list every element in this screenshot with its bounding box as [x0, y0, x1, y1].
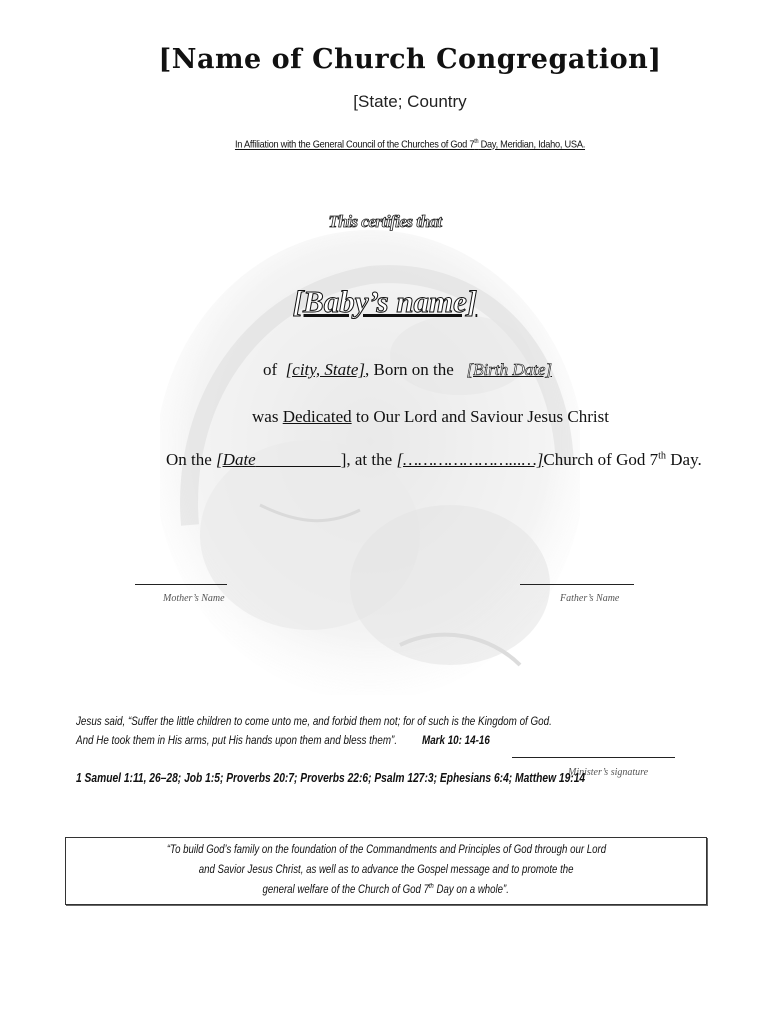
church-sup: th	[658, 450, 667, 462]
at-the-label: , at the	[346, 450, 393, 469]
minister-signature-label: Minister’s signature	[568, 767, 649, 778]
father-name-label: Father’s Name	[560, 593, 620, 604]
minister-signature-line	[512, 757, 675, 758]
father-signature-line	[520, 584, 634, 585]
dedicated-word: Dedicated	[282, 407, 352, 426]
scripture-line-2: And He took them in His arms, put His hands upon them and bless them”.	[76, 733, 398, 747]
mission-line-3: general welfare of the Church of God 7th Day on a whole”.	[262, 883, 510, 896]
mission-line-2: and Savior Jesus Christ, as well as to advance the Gospel message and to promote the	[198, 864, 574, 876]
dedication-suffix: to Our Lord and Saviour Jesus Christ	[351, 407, 609, 426]
affiliation-text: In Affiliation with the General Council of the Churches of God 7	[234, 138, 475, 151]
dedication-prefix: was	[252, 407, 283, 426]
state-country: [State; Country	[353, 92, 467, 111]
date-church-line	[166, 450, 702, 470]
dedication-line	[252, 407, 609, 427]
church-name: [Name of Church Congregation]	[158, 44, 662, 75]
of-label: of	[263, 360, 278, 379]
birth-date-field: [Birth Date]	[466, 360, 553, 379]
certifies-heading: This certifies that	[328, 212, 442, 231]
mission-line-1: “To build God’s family on the foundation of the Commandments and Principles of God through our Lord	[166, 844, 606, 856]
affiliation-line	[49, 138, 770, 151]
day-label: Day.	[666, 450, 702, 469]
mother-name-label: Mother’s Name	[163, 593, 225, 604]
born-on-label: , Born on the	[365, 360, 454, 379]
affiliation-sup: th	[474, 138, 479, 145]
church-field: […………………...…]	[396, 450, 544, 469]
date-close: ]	[340, 450, 347, 469]
church-of-god-label: Church of God 7	[543, 450, 659, 469]
mission-statement-box	[65, 837, 707, 905]
mother-signature-line	[135, 584, 227, 585]
baby-name-field: [Baby’s name]	[292, 284, 478, 319]
birth-line	[263, 360, 552, 380]
affiliation-text-end: Day, Meridian, Idaho, USA.	[478, 138, 586, 151]
on-the-label: On the	[166, 450, 212, 469]
bible-references: 1 Samuel 1:11, 26–28; Job 1:5; Proverbs 20:7; Proverbs 22:6; Psalm 127:3; Ephesians 6:4; Matthew 19:14	[76, 771, 586, 785]
scripture-reference: Mark 10: 14-16	[422, 733, 490, 747]
date-field: [Date	[216, 450, 256, 469]
scripture-line-1: Jesus said, “Suffer the little children to come unto me, and forbid them not; for of such is the Kingdom of God.	[76, 714, 552, 728]
city-state-field: [city, State]	[285, 360, 365, 379]
